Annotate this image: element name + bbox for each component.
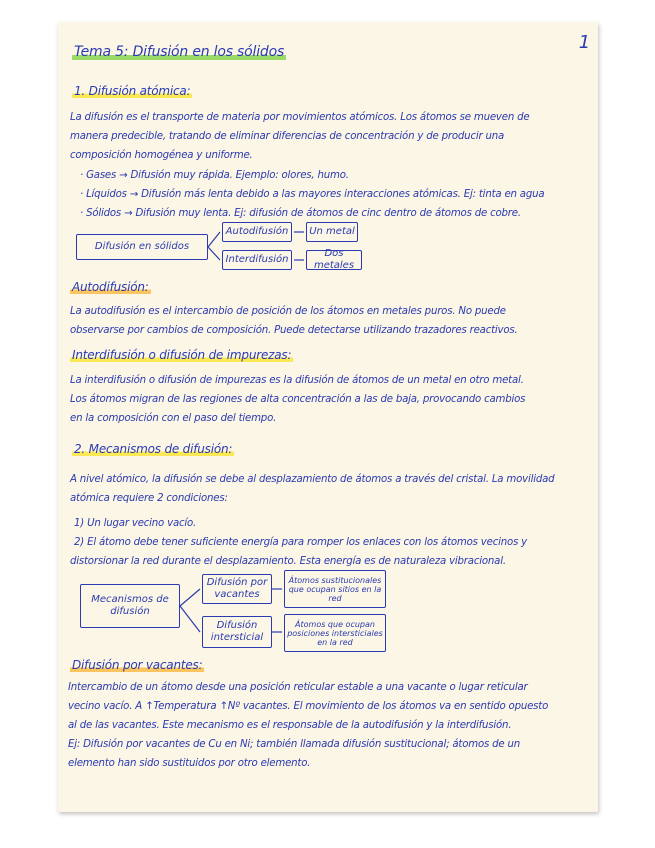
notebook-page [58, 22, 598, 812]
diagram1-brace-connector [208, 232, 220, 260]
vacantes-heading [70, 658, 204, 672]
autodifusion-heading-text: Autodifusión: [72, 280, 149, 294]
section2-condition-1: 1) Un lugar vecino vacío. [74, 518, 197, 529]
autodifusion-heading [70, 280, 151, 294]
section1-bullet-liquids: · Líquidos → Difusión más lenta debido a las mayores interacciones atómicas. Ej: tinta en agua [80, 189, 545, 200]
vacantes-line-2: vecino vacío. A ↑Temperatura ↑Nº vacantes. El movimiento de los átomos va en sentido opuesto [68, 701, 549, 712]
section2-condition-2: 2) El átomo debe tener suficiente energía para romper los enlaces con los átomos vecinos y [74, 537, 527, 548]
section2-line-5: distorsionar la red durante el desplazamiento. Esta energía es de naturaleza vibracional. [70, 556, 506, 567]
page-title-text: Tema 5: Difusión en los sólidos [74, 44, 285, 60]
diagram2-branch-intersticial: Difusión intersticial [202, 616, 272, 648]
vacantes-heading-text: Difusión por vacantes: [72, 658, 203, 672]
vacantes-line-1: Intercambio de un átomo desde una posición reticular estable a una vacante o lugar reticular [68, 682, 528, 693]
diagram2-detail-intersticial: Átomos que ocupan posiciones intersticiales en la red [284, 614, 386, 652]
section1-line-1: La difusión es el transporte de materia por movimientos atómicos. Los átomos se mueven de [70, 112, 530, 123]
section2-line-2: atómica requiere 2 condiciones: [70, 493, 228, 504]
section1-line-2: manera predecible, tratando de eliminar diferencias de concentración y de producir una [70, 131, 505, 142]
autodifusion-line-1: La autodifusión es el intercambio de posición de los átomos en metales puros. No puede [70, 306, 506, 317]
diagram1-root-box: Difusión en sólidos [76, 234, 208, 260]
interdifusion-heading [70, 348, 293, 362]
diagram2-brace-connector [180, 589, 200, 632]
interdifusion-heading-text: Interdifusión o difusión de impurezas: [72, 348, 292, 362]
section2-heading-text: 2. Mecanismos de difusión: [74, 442, 233, 456]
autodifusion-line-2: observarse por cambios de composición. Puede detectarse utilizando trazadores reactivos. [70, 325, 518, 336]
interdifusion-line-2: Los átomos migran de las regiones de alta concentración a las de baja, provocando cambios [70, 394, 526, 405]
section2-line-1: A nivel atómico, la difusión se debe al desplazamiento de átomos a través del cristal. La movilidad [70, 474, 555, 485]
section1-heading-text: 1. Difusión atómica: [74, 84, 191, 98]
vacantes-line-3: al de las vacantes. Este mecanismo es el responsable de la autodifusión y la interdifusión. [68, 720, 512, 731]
diagram1-branch-autodifusion: Autodifusión [222, 222, 292, 242]
diagram2-branch-vacantes: Difusión por vacantes [202, 574, 272, 604]
diagram1-detail-dos-metales: Dos metales [306, 250, 362, 270]
section1-heading [72, 84, 192, 98]
vacantes-line-5: elemento han sido sustituidos por otro elemento. [68, 758, 311, 769]
section1-line-3: composición homogénea y uniforme. [70, 150, 253, 161]
diagram2-detail-vacantes: Átomos sustitucionales que ocupan sitios en la red [284, 570, 386, 608]
page-number: 1 [578, 32, 590, 53]
section1-bullet-solids: · Sólidos → Difusión muy lenta. Ej: difusión de átomos de cinc dentro de átomos de cobre. [80, 208, 521, 219]
interdifusion-line-3: en la composición con el paso del tiempo. [70, 413, 277, 424]
page-title [72, 44, 286, 60]
diagram1-branch-interdifusion: Interdifusión [222, 250, 292, 270]
section1-bullet-gases: · Gases → Difusión muy rápida. Ejemplo: olores, humo. [80, 170, 349, 181]
interdifusion-line-1: La interdifusión o difusión de impurezas es la difusión de átomos de un metal en otro metal. [70, 375, 524, 386]
diagram2-root-box: Mecanismos de difusión [80, 584, 180, 628]
vacantes-line-4: Ej: Difusión por vacantes de Cu en Ni; también llamada difusión sustitucional; átomos de un [68, 739, 521, 750]
section2-heading [72, 442, 234, 456]
diagram1-detail-un-metal: Un metal [306, 222, 358, 242]
